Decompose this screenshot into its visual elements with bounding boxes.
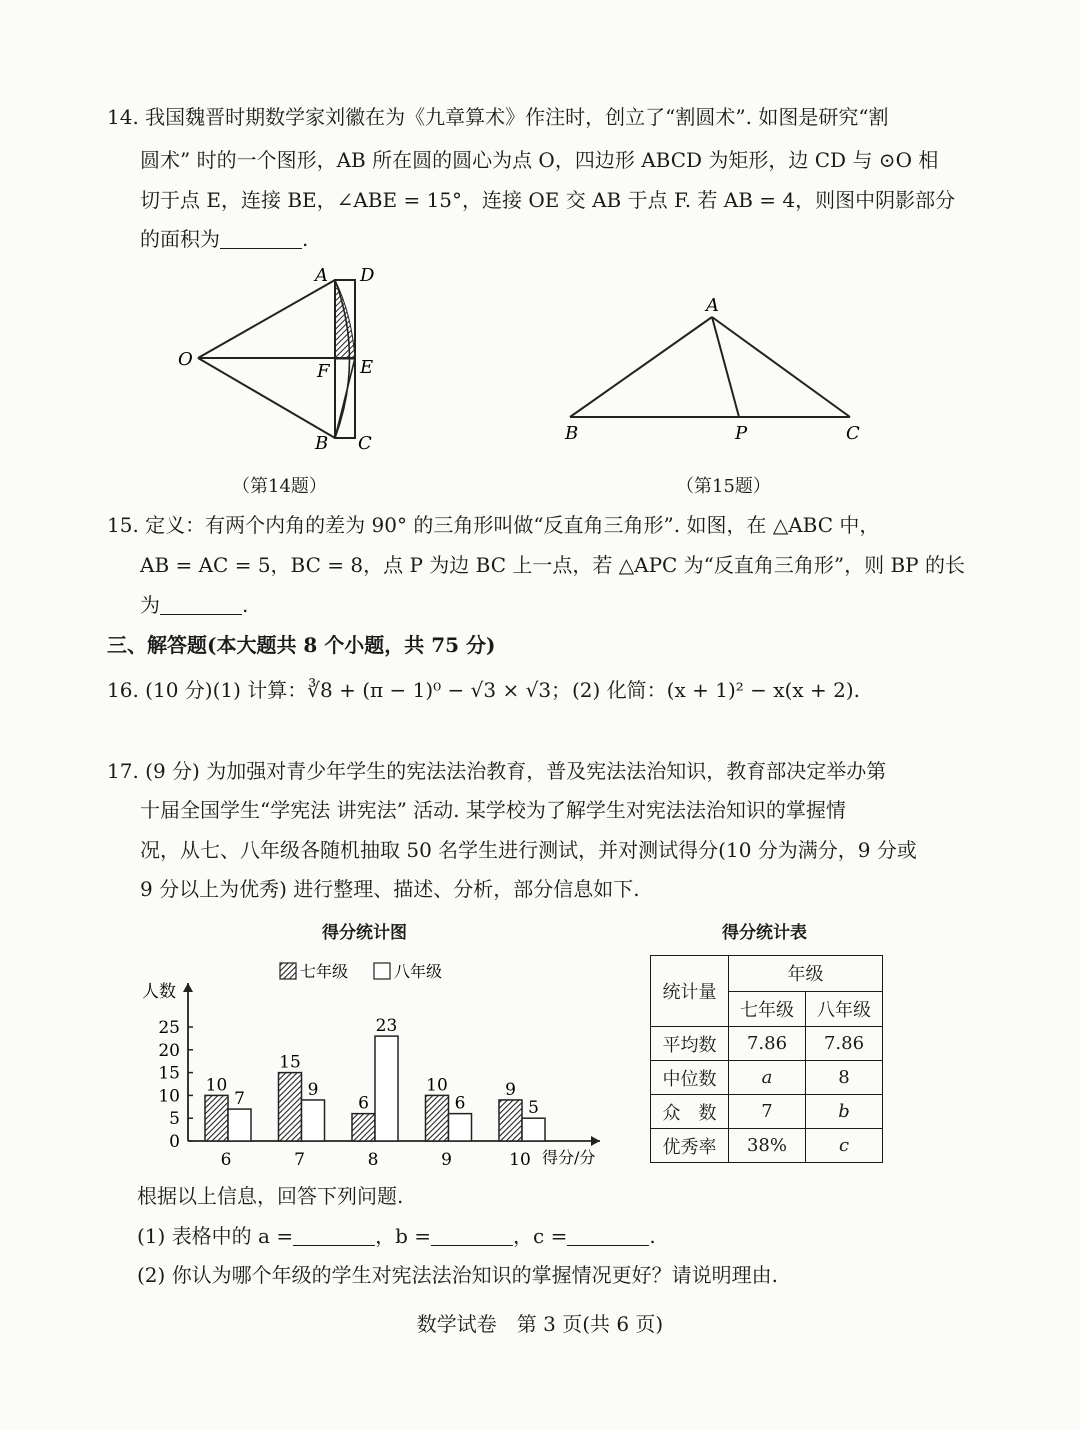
legend-label-grade8: 八年级 — [394, 962, 443, 981]
q17-line1: 17. (9 分) 为加强对青少年学生的宪法法治教育，普及宪法法治知识，教育部决定举办第 — [107, 759, 887, 783]
q17-sub1-b: ，b = — [375, 1224, 432, 1248]
label-F: F — [317, 361, 330, 382]
bar-value-label: 23 — [375, 1016, 398, 1037]
row-label: 中位数 — [651, 1061, 729, 1095]
label-O: O — [178, 349, 193, 370]
stats-table — [650, 955, 883, 1163]
table-title: 得分统计表 — [722, 923, 807, 943]
label-A: A — [706, 295, 719, 316]
label-P: P — [735, 423, 748, 444]
answer-blank-b[interactable] — [431, 1225, 513, 1246]
row-label: 众 数 — [651, 1095, 729, 1129]
section-heading: 三、解答题(本大题共 8 个小题，共 75 分) — [107, 633, 496, 657]
table-group-header: 年级 — [729, 956, 883, 992]
row-label: 优秀率 — [651, 1129, 729, 1163]
y-tick-label: 5 — [169, 1109, 180, 1130]
figure-15-caption: （第15题） — [676, 476, 771, 497]
bar-grade7 — [279, 1073, 302, 1141]
cell: 38% — [729, 1129, 806, 1163]
cell: b — [806, 1095, 883, 1129]
table-row — [651, 1129, 883, 1163]
shaded-region — [335, 280, 355, 359]
q17-sub2: (2) 你认为哪个年级的学生对宪法法治知识的掌握情况更好？请说明理由. — [137, 1263, 779, 1287]
q17-line2: 十届全国学生“学宪法 讲宪法” 活动. 某学校为了解学生对宪法法治知识的掌握情 — [140, 798, 846, 822]
page-footer: 数学试卷 第 3 页(共 6 页) — [416, 1312, 664, 1336]
chart-legend — [280, 962, 442, 981]
x-tick-label: 7 — [294, 1150, 305, 1170]
cell: 7.86 — [806, 1027, 883, 1061]
q15-line2: AB = AC = 5，BC = 8，点 P 为边 BC 上一点，若 △APC 为“反直角三角形”，则 BP 的长 — [140, 553, 965, 577]
bar-grade8 — [449, 1114, 472, 1141]
bar-grade7 — [352, 1114, 375, 1141]
bar-grade8 — [522, 1118, 545, 1141]
q17-sub1: (1) 表格中的 a = ，b = ，c = . — [137, 1224, 656, 1248]
y-tick-label: 25 — [158, 1018, 180, 1038]
q16-part2: (2) 化简：(x + 1)² − x(x + 2). — [572, 678, 860, 702]
legend-swatch-grade7 — [280, 963, 296, 979]
y-axis-arrow — [183, 983, 193, 992]
figure-14-caption: （第14题） — [232, 476, 327, 497]
q14-line3: 切于点 E，连接 BE，∠ABE = 15°，连接 OE 交 AB 于点 F. 若 AB = 4，则图中阴影部分 — [140, 188, 956, 212]
q14-line4: 的面积为 . — [140, 227, 309, 251]
q17-after: 根据以上信息，回答下列问题. — [137, 1184, 404, 1208]
figure-14 — [160, 255, 410, 460]
cell: 8 — [806, 1061, 883, 1095]
x-tick-label: 9 — [441, 1150, 452, 1170]
table-row — [651, 1061, 883, 1095]
label-A: A — [315, 265, 328, 286]
q14-line4-text: 的面积为 — [140, 227, 220, 251]
x-tick-label: 6 — [220, 1150, 232, 1170]
label-E: E — [360, 357, 374, 378]
y-tick-label: 10 — [158, 1086, 180, 1107]
label-B: B — [565, 423, 579, 444]
y-tick-label: 20 — [158, 1040, 180, 1061]
bar-grade7 — [205, 1095, 228, 1141]
cell: c — [806, 1129, 883, 1163]
q17-sub1-c: ，c = — [513, 1224, 568, 1248]
label-B: B — [315, 433, 329, 454]
q17-line3: 况，从七、八年级各随机抽取 50 名学生进行测试，并对测试得分(10 分为满分，9 分或 — [140, 838, 917, 862]
legend-swatch-grade8 — [374, 963, 390, 979]
q15-line3: 为 . — [140, 593, 249, 617]
bar-value-label: 6 — [358, 1093, 369, 1114]
row-label: 平均数 — [651, 1027, 729, 1061]
bar-value-label: 9 — [307, 1079, 319, 1100]
table-col-header: 八年级 — [806, 991, 883, 1027]
answer-blank[interactable] — [160, 594, 242, 615]
cell: 7.86 — [729, 1027, 806, 1061]
bar-value-label: 6 — [454, 1093, 466, 1114]
table-col-header: 七年级 — [729, 991, 806, 1027]
q14-line1: 14. 我国魏晋时期数学家刘徽在为《九章算术》作注时，创立了“割圆术”. 如图是研究“割 — [107, 105, 889, 129]
bar-grade7 — [426, 1095, 449, 1141]
label-C: C — [358, 433, 372, 454]
bar-grade8 — [375, 1036, 398, 1141]
score-bar-chart — [130, 945, 620, 1175]
bar-value-label: 15 — [279, 1052, 301, 1073]
cell: 7 — [729, 1095, 806, 1129]
x-tick-label: 8 — [367, 1150, 379, 1170]
bar-grade8 — [228, 1109, 251, 1141]
bar-value-label: 10 — [205, 1075, 228, 1096]
x-axis-label: 得分/分 — [542, 1148, 596, 1167]
figure-15 — [555, 292, 875, 452]
x-tick-label: 10 — [509, 1150, 531, 1170]
q17-sub1-a: (1) 表格中的 a = — [137, 1224, 294, 1248]
bar-value-label: 5 — [528, 1098, 539, 1119]
x-axis-arrow — [591, 1136, 600, 1146]
bar-grade7 — [499, 1100, 522, 1141]
q14-line2: 圆术” 时的一个图形，AB 所在圆的圆心为点 O，四边形 ABCD 为矩形，边 CD 与 ⊙O 相 — [140, 148, 939, 172]
answer-blank-c[interactable] — [567, 1225, 649, 1246]
y-axis-label: 人数 — [142, 982, 176, 1002]
legend-label-grade7: 七年级 — [300, 962, 349, 981]
label-D: D — [360, 265, 375, 286]
cell: a — [729, 1061, 806, 1095]
table-corner: 统计量 — [651, 956, 729, 1027]
chart-title: 得分统计图 — [322, 923, 407, 943]
bar-value-label: 9 — [505, 1079, 516, 1100]
q15-line1: 15. 定义：有两个内角的差为 90° 的三角形叫做“反直角三角形”. 如图，在 △ABC 中， — [107, 513, 880, 537]
answer-blank-a[interactable] — [293, 1225, 375, 1246]
bar-grade8 — [302, 1100, 325, 1141]
label-C: C — [846, 423, 860, 444]
answer-blank[interactable] — [220, 228, 302, 249]
y-tick-label: 0 — [169, 1132, 180, 1152]
bar-value-label: 7 — [234, 1089, 245, 1110]
q17-line4: 9 分以上为优秀) 进行整理、描述、分析，部分信息如下. — [140, 877, 640, 901]
q16-part1: 16. (10 分)(1) 计算：∛8 + (π − 1)⁰ − √3 × √3； — [107, 678, 572, 702]
q15-line3-text: 为 — [140, 593, 160, 617]
table-row — [651, 1095, 883, 1129]
y-tick-label: 15 — [158, 1063, 180, 1084]
bar-value-label: 10 — [426, 1075, 448, 1096]
table-row — [651, 1027, 883, 1061]
